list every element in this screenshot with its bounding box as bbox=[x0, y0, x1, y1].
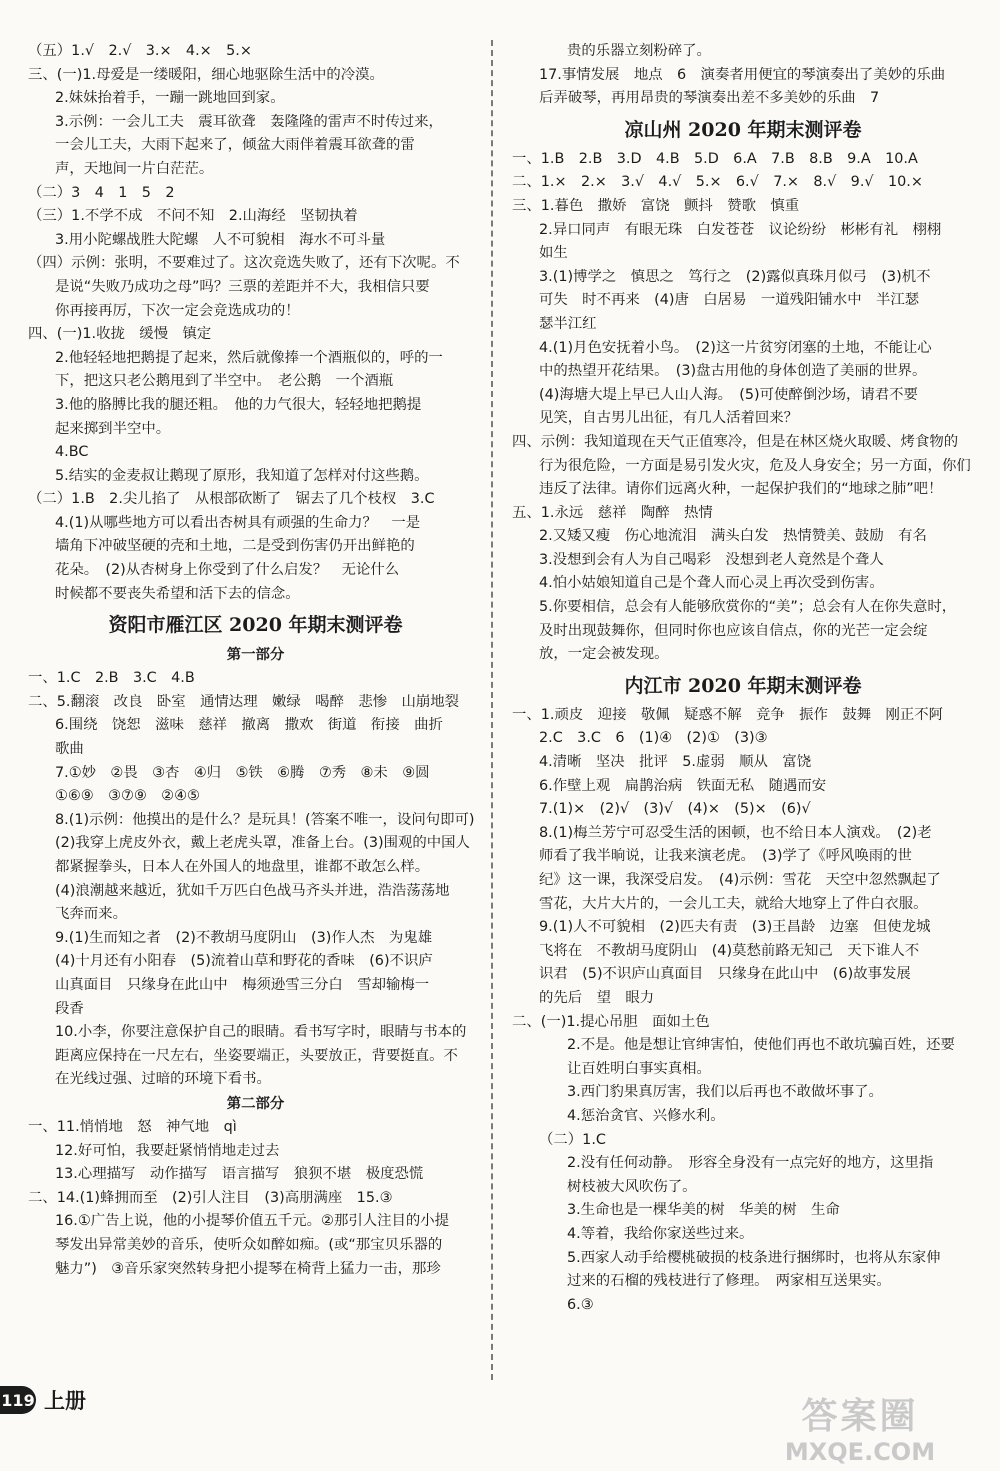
answer-line: 识君 (5)不识庐山真面目 只缘身在此山中 (6)故事发展 bbox=[539, 966, 911, 983]
left-column bbox=[28, 40, 483, 1281]
answer-line: 魅力”) ③音乐家突然转身把小提琴在椅背上猛力一击，那珍 bbox=[55, 1260, 441, 1277]
answer-line: 4.(1)月色安抚着小鸟。 (2)这一片贫穷闭塞的土地，不能让心 bbox=[539, 339, 932, 356]
section-title: 资阳市雁江区 2020 年期末测评卷 bbox=[108, 614, 403, 637]
answer-line: ①⑥⑨ ③⑦⑨ ②④⑤ bbox=[55, 788, 200, 805]
answer-line: 一、11.悄悄地 怒 神气地 qì bbox=[28, 1118, 237, 1135]
answer-line: 的先后 望 眼力 bbox=[539, 989, 655, 1006]
answer-line: 2.C 3.C 6 (1)④ (2)① (3)③ bbox=[539, 730, 768, 747]
answer-line: 4.BC bbox=[55, 444, 89, 461]
answer-line: 五、1.永远 慈祥 陶醉 热情 bbox=[512, 504, 713, 521]
answer-line: 距离应保持在一尺左右，坐姿要端正，头要放正，背要挺直。不 bbox=[55, 1047, 458, 1064]
answer-line: 你再接再厉，下次一定会竞选成功的！ bbox=[55, 302, 300, 319]
answer-line: 瑟半江红 bbox=[539, 315, 597, 332]
answer-line: 3.没想到会有人为自己喝彩 没想到老人竟然是个聋人 bbox=[539, 551, 884, 568]
answer-line: 6.③ bbox=[567, 1296, 594, 1313]
answer-line: 一、1.顽皮 迎接 敬佩 疑惑不解 竞争 振作 鼓舞 刚正不阿 bbox=[512, 706, 944, 723]
answer-line: 二、5.翻滚 改良 卧室 通情达理 嫩绿 喝醉 悲惨 山崩地裂 bbox=[28, 693, 460, 710]
answer-line: 7.(1)× (2)√ (3)√ (4)× (5)× (6)√ bbox=[539, 801, 811, 818]
page-number: 119 bbox=[0, 1386, 36, 1414]
answer-line: （二）1.B 2.尖儿掐了 从根部砍断了 锯去了几个枝杈 3.C bbox=[28, 491, 435, 508]
answer-line: 时候都不要丧失希望和活下去的信念。 bbox=[55, 585, 300, 602]
answer-line: 4.(1)从哪些地方可以看出杏树具有顽强的生命力？ 一是 bbox=[55, 514, 421, 531]
answer-line: 树枝被大风吹伤了。 bbox=[567, 1178, 697, 1195]
part-heading: 第二部分 bbox=[226, 1095, 285, 1112]
answer-line: 2.不是。他是想让官绅害怕，使他们再也不敢坑骗百姓，还要 bbox=[567, 1037, 955, 1054]
answer-line: 花朵。 (2)从杏树身上你受到了什么启发？ 无论什么 bbox=[55, 562, 400, 579]
answer-line: 9.(1)生而知之者 (2)不教胡马度阴山 (3)作人杰 为鬼雄 bbox=[55, 929, 433, 946]
answer-line: 4.惩治贪官、兴修水利。 bbox=[567, 1107, 725, 1124]
part-heading: 第一部分 bbox=[226, 647, 285, 664]
answer-line: 墙角下冲破坚硬的壳和土地，二是受到伤害仍开出鲜艳的 bbox=[55, 538, 415, 555]
answer-line: 可失 时不再来 (4)唐 白居易 一道残阳铺水中 半江瑟 bbox=[539, 292, 920, 309]
answer-line: 一会儿工夫，大雨下起来了，倾盆大雨伴着震耳欲聋的雷 bbox=[55, 137, 415, 154]
answer-line: 雪花，大片大片的，一会儿工夫，就给大地穿上了件白衣服。 bbox=[539, 895, 928, 912]
answer-line: (4)浪潮越来越近，犹如千万匹白色战马齐头并进，浩浩荡荡地 bbox=[55, 882, 450, 899]
answer-line: 13.心理描写 动作描写 语言描写 狼狈不堪 极度恐慌 bbox=[55, 1166, 424, 1183]
answer-line: 三、(一)1.母爱是一缕暖阳，细心地驱除生活中的冷漠。 bbox=[28, 66, 384, 83]
answer-line: 飞将在 不教胡马度阴山 (4)莫愁前路无知己 天下谁人不 bbox=[539, 942, 920, 959]
answer-line: 山真面目 只缘身在此山中 梅须逊雪三分白 雪却输梅一 bbox=[55, 976, 430, 993]
answer-line: 是说“失败乃成功之母”吗？三票的差距并不大，我相信只要 bbox=[55, 278, 430, 295]
answer-line: 一、1.B 2.B 3.D 4.B 5.D 6.A 7.B 8.B 9.A 10.A bbox=[512, 150, 918, 167]
answer-line: 都紧握拳头，日本人在外国人的地盘里，谁都不敢怎么样。 bbox=[55, 859, 430, 875]
answer-line: 3.西门豹果真厉害，我们以后再也不敢做坏事了。 bbox=[567, 1084, 883, 1101]
answer-line: 中的热望开花结果。 (3)盘古用他的身体创造了美丽的世界。 bbox=[539, 363, 927, 380]
answer-line: 9.(1)人不可貌相 (2)匹夫有责 (3)王昌龄 边塞 但使龙城 bbox=[539, 919, 931, 936]
answer-line: 三、1.暮色 撒娇 富饶 颤抖 赞歌 慎重 bbox=[512, 197, 800, 214]
answer-line: 二、1.× 2.× 3.√ 4.√ 5.× 6.√ 7.× 8.√ 9.√ 10.× bbox=[512, 174, 923, 191]
answer-line: （四）示例：张明，不要难过了。这次竞选失败了，还有下次呢。不 bbox=[28, 255, 460, 272]
answer-line: 16.①广告上说，他的小提琴价值五千元。②那引人注目的小提 bbox=[55, 1213, 450, 1230]
answer-line: (4)十月还有小阳春 (5)流着山草和野花的香味 (6)不识庐 bbox=[55, 953, 433, 970]
answer-line: 放，一定会被发现。 bbox=[539, 646, 669, 663]
answer-line: 2.异口同声 有眼无珠 白发苍苍 议论纷纷 彬彬有礼 栩栩 bbox=[539, 221, 942, 238]
answer-line: 及时出现鼓舞你，但同时你也应该自信点，你的光芒一定会绽 bbox=[539, 622, 928, 639]
answer-line: 四、(一)1.收拢 缓慢 镇定 bbox=[28, 326, 212, 343]
answer-line: 歌曲 bbox=[55, 741, 84, 758]
answer-line: 2.妹妹抬着手，一蹦一跳地回到家。 bbox=[55, 90, 285, 107]
answer-line: 声，天地间一片白茫茫。 bbox=[55, 160, 214, 177]
answer-line: 3.(1)博学之 慎思之 笃行之 (2)露似真珠月似弓 (3)机不 bbox=[539, 268, 931, 285]
answer-line: 下，把这只老公鹅甩到了半空中。 老公鹅 一个酒瓶 bbox=[55, 373, 394, 390]
answer-line: 8.(1)梅兰芳宁可忍受生活的困顿，也不给日本人演戏。 (2)老 bbox=[539, 824, 932, 841]
answer-line: 过来的石榴的残枝进行了修理。 两家相互送果实。 bbox=[567, 1273, 891, 1290]
answer-line: 四、示例：我知道现在天气正值寒冷，但是在林区烧火取暖、烤食物的 bbox=[512, 433, 959, 450]
answer-line: 二、14.(1)蜂拥而至 (2)引人注目 (3)高朋满座 15.③ bbox=[28, 1189, 393, 1206]
answer-line: 2.没有任何动静。 形容全身没有一点完好的地方，这里指 bbox=[567, 1155, 934, 1172]
answer-line: 二、(一)1.提心吊胆 面如土色 bbox=[512, 1013, 710, 1030]
section-title: 凉山州 2020 年期末测评卷 bbox=[624, 118, 862, 141]
answer-line: 后弄破琴，再用昂贵的琴演奏出差不多美妙的乐曲 7 bbox=[539, 90, 880, 107]
answer-line: 师看了我半晌说，让我来演老虎。 (3)学了《呼风唤雨的世 bbox=[539, 848, 912, 865]
answer-line: 3.用小陀螺战胜大陀螺 人不可貌相 海水不可斗量 bbox=[55, 231, 386, 248]
page-footer bbox=[0, 1383, 86, 1417]
answer-line: 5.西家人动手给樱桃破损的枝条进行捆绑时，也将从东家伸 bbox=[567, 1249, 941, 1266]
column-divider bbox=[491, 40, 493, 1380]
answer-line: 让百姓明白事实真相。 bbox=[567, 1060, 711, 1077]
answer-line: 2.又矮又瘦 伤心地流泪 满头白发 热情赞美、鼓励 有名 bbox=[539, 528, 927, 545]
answer-line: 纪》这一课，我深受启发。 (4)示例：雪花 天空中忽然飘起了 bbox=[539, 872, 941, 888]
answer-line: （五）1.√ 2.√ 3.× 4.× 5.× bbox=[28, 43, 252, 59]
answer-line: 3.示例：一会儿工夫 震耳欲聋 轰隆隆的雷声不时传过来， bbox=[55, 113, 443, 130]
answer-line: 3.生命也是一棵华美的树 华美的树 生命 bbox=[567, 1202, 840, 1219]
watermark-url: MXQE.COM bbox=[784, 1438, 936, 1466]
answer-line: 12.好可怕，我要赶紧悄悄地走过去 bbox=[55, 1142, 280, 1159]
answer-line: 行为很危险，一方面是易引发火灾，危及人身安全；另一方面，你们 bbox=[539, 457, 971, 474]
answer-line: 贵的乐器立刻粉碎了。 bbox=[567, 43, 711, 59]
answer-line: 违反了法律。请你们远离火种，一起保护我们的“地球之肺”吧！ bbox=[539, 481, 943, 498]
answer-line: 4.怕小姑娘知道自己是个聋人而心灵上再次受到伤害。 bbox=[539, 575, 884, 592]
answer-line: (2)我穿上虎皮外衣，戴上老虎头罩，准备上台。(3)围观的中国人 bbox=[55, 835, 470, 852]
answer-line: 见笑，自古男儿出征，有几人活着回来？ bbox=[539, 410, 799, 427]
answer-line: 一、1.C 2.B 3.C 4.B bbox=[28, 670, 195, 687]
answer-line: (4)海塘大堤上早已人山人海。 (5)可使醉倒沙场，请君不要 bbox=[539, 386, 918, 403]
answer-line: 起来掷到半空中。 bbox=[55, 420, 171, 437]
answer-line: 6.围绕 饶恕 滋味 慈祥 撤离 撒欢 街道 衔接 曲折 bbox=[55, 717, 443, 734]
answer-line: 5.结实的金麦叔让鹅现了原形，我知道了怎样对付这些鹅。 bbox=[55, 467, 429, 484]
answer-line: 10.小李，你要注意保护自己的眼睛。看书写字时，眼睛与书本的 bbox=[55, 1024, 467, 1041]
answer-line: 如生 bbox=[539, 245, 568, 262]
answer-line: （三）1.不学不成 不问不知 2.山海经 坚韧执着 bbox=[28, 208, 358, 225]
answer-line: 8.(1)示例：他摸出的是什么？是玩具！(答案不唯一，设问句即可) bbox=[55, 811, 475, 828]
answer-line: 4.等着，我给你家送些过来。 bbox=[567, 1225, 754, 1242]
answer-line: 7.①妙 ②畏 ③杏 ④归 ⑤铁 ⑥腾 ⑦秀 ⑧未 ⑨圆 bbox=[55, 764, 430, 781]
right-column bbox=[512, 40, 974, 1317]
watermark-logo-text: 答案圈 bbox=[801, 1396, 919, 1437]
volume-label: 上册 bbox=[44, 1389, 86, 1413]
answer-line: 17.事情发展 地点 6 演奏者用便宜的琴演奏出了美妙的乐曲 bbox=[539, 66, 946, 83]
watermark bbox=[742, 1395, 978, 1465]
answer-line: 在光线过强、过暗的环境下看书。 bbox=[55, 1071, 271, 1088]
answer-line: （二）1.C bbox=[539, 1131, 606, 1148]
answer-line: 3.他的胳膊比我的腿还粗。 他的力气很大，轻轻地把鹅提 bbox=[55, 396, 422, 413]
answer-line: 段香 bbox=[55, 1000, 84, 1017]
section-title: 内江市 2020 年期末测评卷 bbox=[624, 674, 862, 697]
answer-line: 2.他轻轻地把鹅提了起来，然后就像捧一个酒瓶似的，呼的一 bbox=[55, 349, 443, 366]
answer-line: 4.清晰 坚决 批评 5.虚弱 顺从 富饶 bbox=[539, 754, 812, 771]
answer-line: 5.你要相信，总会有人能够欣赏你的“美”；总会有人在你失意时， bbox=[539, 599, 957, 616]
answer-line: （二）3 4 1 5 2 bbox=[28, 184, 175, 201]
answer-line: 琴发出异常美妙的音乐，使听众如醉如痴。(或“那宝贝乐器的 bbox=[55, 1236, 443, 1253]
answer-line: 6.作壁上观 扁鹊治病 铁面无私 随遇而安 bbox=[539, 777, 827, 794]
answer-line: 飞奔而来。 bbox=[55, 906, 127, 923]
